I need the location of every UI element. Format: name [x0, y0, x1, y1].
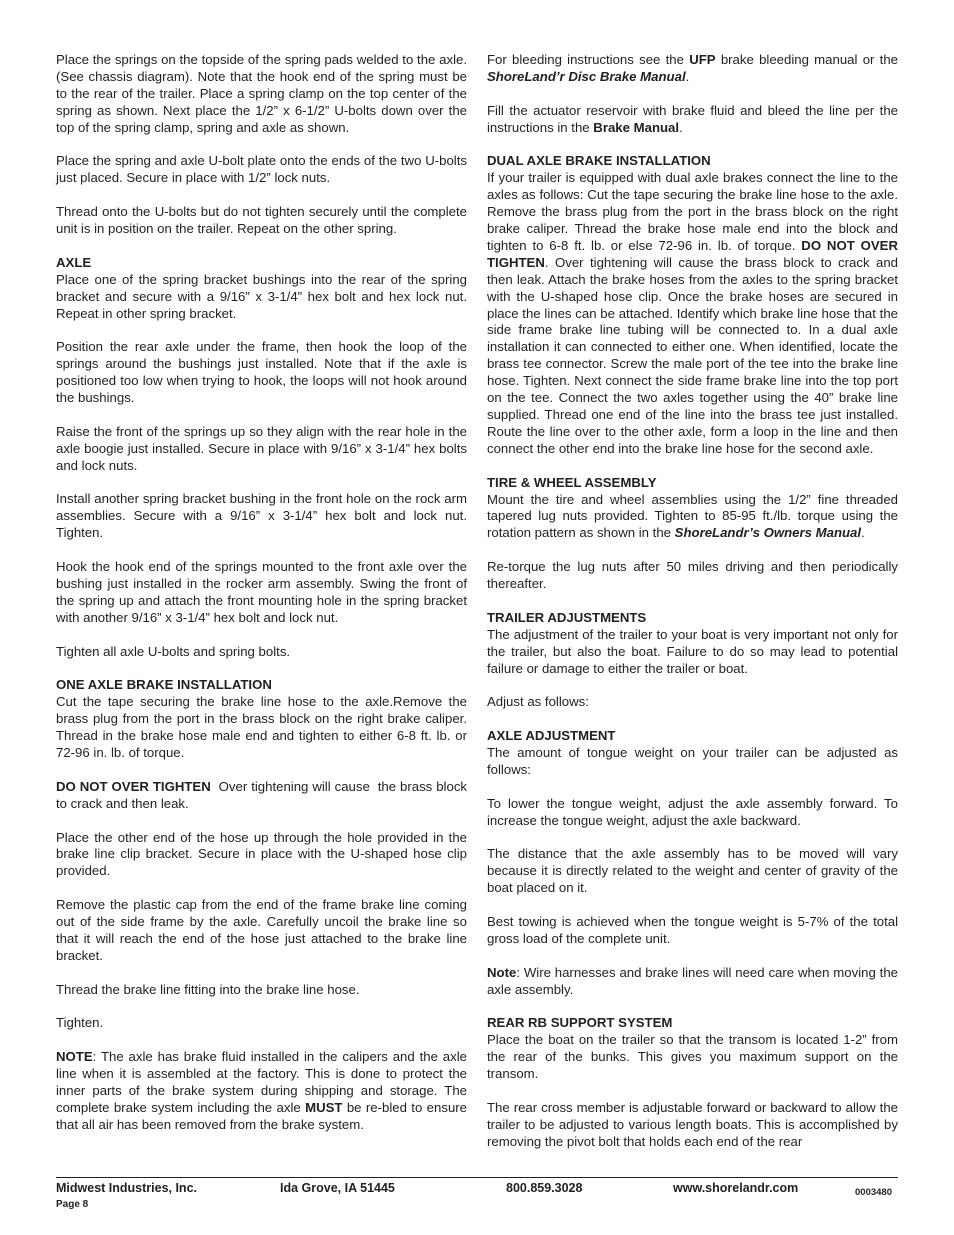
paragraph-tighten-bolts: Tighten all axle U-bolts and spring bolts.: [56, 643, 291, 659]
paragraph-axle: Place one of the spring bracket bushings into the rear of the spring bracket and secure with a 9/16” x 3-1/4” hex bolt and hex lock nut. Repeat in other spring bracket.: [56, 271, 467, 321]
paragraph-tire-wheel: [487, 492, 898, 543]
heading-axle-adjustment: AXLE ADJUSTMENT: [487, 728, 616, 744]
text-run: .: [679, 119, 683, 135]
footer-divider: [56, 1177, 898, 1178]
section-rear-rb-support: [487, 1015, 898, 1083]
text-run: brake bleeding manual or the: [715, 52, 898, 67]
warning-lead: DO NOT OVER TIGHTEN: [56, 778, 211, 794]
footer-phone: 800.859.3028: [506, 1181, 583, 1195]
text-run: . Over tightening will cause the brass block to crack and then leak. Attach the brake hoses from the axles to the spring bracket with the U-shaped hose clip. Once the brake hoses are secured in place the lines can be attached. Identify which brake line hose that the side frame brake line tubing will be connected to. In a dual axle installation it can connected to either one. When identified, locate the brass tee connector. Screw the male port of the tee into the brake line hose. Tighten. Next connect the side frame brake line into the top port on the tee. Connect the two axles together using the 40” brake line supplied. Thread one end of the line into the brass tee just installed. Route the line over to the other axle, form a loop in the line and then connect the other end into the brake line hose for the second axle.: [487, 254, 898, 456]
text-run-disc-brake-manual: ShoreLand’r Disc Brake Manual: [487, 68, 686, 84]
note-text-2: be re-bled to ensure that all air has been removed from the brake system.: [56, 1099, 468, 1132]
text-run-owners-manual: ShoreLandr’s Owners Manual: [674, 525, 862, 541]
paragraph-do-not-over-tighten: [56, 778, 471, 813]
section-axle: [56, 255, 467, 323]
heading-one-axle-brake: ONE AXLE BRAKE INSTALLATION: [56, 677, 272, 693]
heading-rear-rb-support: REAR RB SUPPORT SYSTEM: [487, 1015, 673, 1031]
paragraph-tighten: Tighten.: [56, 1015, 104, 1031]
heading-trailer-adjustments: TRAILER ADJUSTMENTS: [487, 609, 647, 625]
text-run-brake-manual: Brake Manual: [593, 119, 680, 135]
text-run-ufp: UFP: [689, 52, 716, 67]
note-text-1: : The axle has brake fluid installed in the calipers and the axle line when it is assembled at the factory. This is done to protect the inner parts of the brake system during shipping and storage. The complete brake system including the axle: [56, 1049, 467, 1115]
paragraph-note: [56, 1049, 467, 1134]
warning-text: Over tightening will cause the brass block to crack and then leak.: [56, 778, 471, 811]
paragraph-note-wiring: [487, 965, 898, 999]
heading-dual-axle-brake: DUAL AXLE BRAKE INSTALLATION: [487, 153, 711, 169]
paragraph-hook-springs: Hook the hook end of the springs mounted to the front axle over the bushing just installed in the rocker arm assembly. Swing the front of the spring up and attach the front mounting hole in the spring bracket with another 9/16” x 3-1/4” hex bolt and lock nut.: [56, 559, 467, 625]
section-one-axle-brake: [56, 677, 467, 762]
paragraph-thread-ubolts: Thread onto the U-bolts but do not tighten securely until the complete unit is in position on the trailer. Repeat on the other spring.: [56, 204, 467, 237]
paragraph-adjust-as-follows: Adjust as follows:: [487, 694, 589, 710]
paragraph-dual-axle-brake: [487, 170, 898, 457]
paragraph-hose-clip: Place the other end of the hose up through the hole provided in the brake line clip bracket. Secure in place with the U-shaped hose clip provided.: [56, 829, 467, 879]
section-axle-adjustment: [487, 728, 898, 779]
paragraph-thread-fitting: Thread the brake line fitting into the brake line hose.: [56, 981, 360, 997]
paragraph-retorque: Re-torque the lug nuts after 50 miles driving and then periodically thereafter.: [487, 559, 898, 592]
section-trailer-adjustments: [487, 610, 898, 678]
paragraph-fill-reservoir: [487, 103, 898, 137]
text-run: If your trailer is equipped with dual axle brakes connect the line to the axles as follows: Cut the tape securing the brake line hose to the axle. Remove the brass plug from the port in the brass block on the right brake caliper. Thread the brake hose male end into the block and tighten to 6-8 ft. lb. or else 72-96 in. lb. of torque.: [487, 170, 898, 253]
note-lead: Note: [487, 964, 517, 980]
paragraph-bushing: Install another spring bracket bushing in the front hole on the rock arm assemblies. Secure with a 9/16” x 3-1/4” hex bolt and lock nut. Tighten.: [56, 491, 467, 541]
paragraph-tongue-weight: To lower the tongue weight, adjust the axle assembly forward. To increase the tongue weight, adjust the axle backward.: [487, 795, 898, 828]
paragraph-trailer-adjustments: The adjustment of the trailer to your boat is very important not only for the trailer, but also the boat. Failure to do so may lead to potential failure or damage to either the trailer or boat.: [487, 626, 898, 676]
section-dual-axle-brake: [487, 153, 898, 457]
paragraph-spring-placement: Place the springs on the topside of the spring pads welded to the axle. (See chassis diagram). Note that the hook end of the spring must be to the rear of the trailer. Place a spring clamp on the top center of the spring as shown. Next place the 1/2” x 6-1/2” U-bolts down over the top of the spring clamp, spring and axle as shown.: [56, 52, 467, 135]
note-text: : Wire harnesses and brake lines will need care when moving the axle assembly.: [487, 964, 898, 997]
footer-company: Midwest Industries, Inc.: [56, 1181, 197, 1195]
heading-tire-wheel: TIRE & WHEEL ASSEMBLY: [487, 474, 657, 490]
left-column: [56, 52, 471, 1134]
footer-page-number: Page 8: [56, 1199, 89, 1210]
paragraph-bleeding-instructions: [487, 52, 898, 86]
footer-document-code: 0003480: [855, 1187, 892, 1198]
section-tire-wheel: [487, 475, 898, 543]
footer-city: Ida Grove, IA 51445: [280, 1181, 395, 1195]
heading-axle: AXLE: [56, 254, 92, 270]
paragraph-raise-springs: Raise the front of the springs up so they align with the rear hole in the axle boogie just installed. Secure in place with 9/16” x 3-1/4” hex bolts and lock nuts.: [56, 423, 467, 473]
paragraph-best-towing: Best towing is achieved when the tongue weight is 5-7% of the total gross load of the complete unit.: [487, 914, 898, 946]
text-run: Fill the actuator reservoir with brake fluid and bleed the line per the instructions in the: [487, 102, 898, 135]
paragraph-one-axle-brake: Cut the tape securing the brake line hose to the axle.Remove the brass plug from the port in the brass block on the right brake caliper. Thread in the brake hose male end and tighten to either 6-8 ft. lb. or 72-96 in. lb. of torque.: [56, 694, 467, 761]
note-lead: NOTE: [56, 1049, 93, 1065]
text-run: .: [685, 68, 690, 84]
text-run: Mount the tire and wheel assemblies using the 1/2” fine threaded tapered lug nuts provided. Tighten to 85-95 ft./lb. torque using the rotation pattern as shown in the: [487, 491, 898, 541]
right-column: [487, 52, 898, 1151]
paragraph-rear-axle: Position the rear axle under the frame, then hook the loop of the springs around the bushings just installed. Note that if the axle is positioned too low when trying to hook, the loops will not hook around the bushings.: [56, 339, 467, 406]
note-must: MUST: [305, 1099, 343, 1115]
paragraph-rear-rb-support: Place the boat on the trailer so that the transom is located 1-2” from the rear of the bunks. This gives you maximum support on the transom.: [487, 1032, 898, 1082]
paragraph-distance: The distance that the axle assembly has to be moved will vary because it is directly related to the weight and center of gravity of the boat placed on it.: [487, 846, 898, 896]
text-run: For bleeding instructions see the: [487, 52, 690, 67]
footer-website: www.shorelandr.com: [673, 1181, 799, 1195]
paragraph-axle-adjustment: The amount of tongue weight on your trailer can be adjusted as follows:: [487, 745, 898, 777]
text-run: .: [861, 525, 865, 541]
paragraph-plastic-cap: Remove the plastic cap from the end of the frame brake line coming out of the side frame by the axle. Carefully uncoil the brake line so that it will reach the end of the hose just attached to the brake line bracket.: [56, 897, 467, 963]
text-run-warning: DO NOT OVER TIGHTEN: [487, 237, 898, 270]
paragraph-ubolt-plate: Place the spring and axle U-bolt plate onto the ends of the two U-bolts just placed. Secure in place with 1/2” lock nuts.: [56, 153, 467, 186]
paragraph-rear-cross-member: The rear cross member is adjustable forward or backward to allow the trailer to be adjusted to various length boats. This is accomplished by removing the pivot bolt that holds each end of the rear: [487, 1099, 898, 1149]
